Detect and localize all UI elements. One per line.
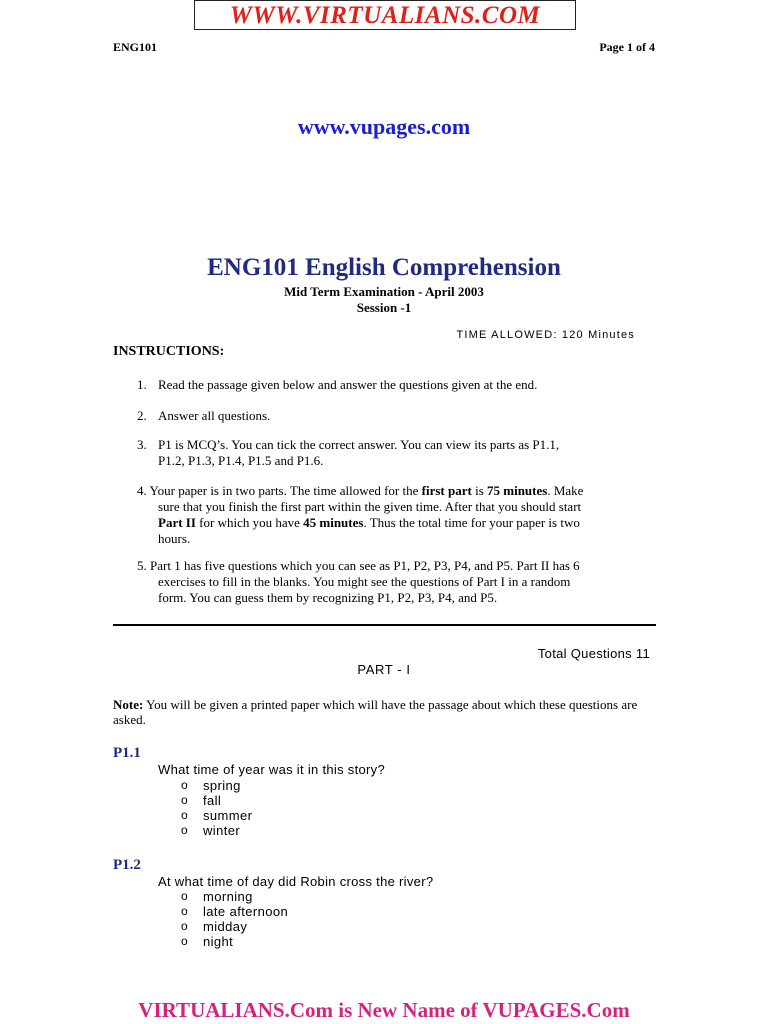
bullet-icon: o — [181, 793, 189, 807]
question-id: P1.2 — [113, 857, 141, 873]
part-two-emphasis: Part II — [158, 515, 196, 530]
part-heading: PART - I — [357, 662, 411, 677]
bullet-icon: o — [181, 778, 189, 792]
site-url-link[interactable]: www.vupages.com — [297, 114, 471, 139]
bullet-icon: o — [181, 904, 189, 918]
instruction-number: 3. — [137, 437, 147, 452]
question-text: At what time of day did Robin cross the river? — [158, 874, 434, 889]
instruction-text: exercises to fill in the blanks. You might see the questions of Part I in a random — [158, 574, 571, 589]
instruction-text: . Make — [547, 483, 584, 498]
instruction-text: Read the passage given below and answer the questions given at the end. — [158, 377, 538, 392]
instruction-number: 1. — [137, 377, 147, 392]
bullet-icon: o — [181, 808, 189, 822]
instruction-text: is — [471, 483, 488, 498]
first-part-emphasis: first part — [421, 483, 472, 498]
instruction-text: Your paper is in two parts. The time allowed for the — [149, 483, 422, 498]
section-divider — [113, 624, 656, 626]
exam-session: Session -1 — [356, 300, 412, 315]
total-questions: Total Questions 11 — [537, 646, 650, 661]
instruction-item — [137, 483, 667, 547]
question-text: What time of year was it in this story? — [158, 762, 385, 777]
option-label: late afternoon — [203, 904, 289, 919]
option-label: midday — [203, 919, 248, 934]
option-label: winter — [203, 823, 241, 838]
instruction-number: 2. — [137, 408, 147, 423]
bullet-icon: o — [181, 919, 189, 933]
exam-subtitle: Mid Term Examination - April 2003 — [284, 284, 484, 299]
option-label: spring — [203, 778, 241, 793]
option-label: summer — [203, 808, 253, 823]
instruction-text: form. You can guess them by recognizing P1, P2, P3, P4, and P5. — [158, 590, 498, 605]
option-label: night — [203, 934, 234, 949]
instruction-item — [137, 558, 667, 606]
note-label: Note: — [113, 697, 144, 712]
instruction-text: for which you have — [195, 515, 304, 530]
header-course-code: ENG101 — [113, 40, 158, 54]
header-page-number: Page 1 of 4 — [599, 40, 655, 54]
instruction-text: Answer all questions. — [158, 408, 271, 423]
question-id: P1.1 — [113, 745, 141, 761]
note-text: You will be given a printed paper which will have the passage about which these questions are asked. — [113, 697, 638, 727]
option-label: fall — [203, 793, 222, 808]
instruction-text: Part 1 has five questions which you can see as P1, P2, P3, P4, and P5. Part II has 6 — [150, 558, 580, 573]
instructions-heading: INSTRUCTIONS: — [113, 344, 225, 359]
bullet-icon: o — [181, 889, 189, 903]
instruction-text: P1 is MCQ’s. You can tick the correct answer. You can view its parts as P1.1, — [158, 437, 560, 452]
document-title: ENG101 English Comprehension — [207, 254, 561, 281]
first-part-duration: 75 minutes — [487, 483, 548, 498]
option-label: morning — [203, 889, 253, 904]
instruction-text: . Thus the total time for your paper is two — [363, 515, 580, 530]
note-paragraph — [113, 697, 658, 727]
instruction-item — [137, 437, 657, 469]
instruction-number: 4. — [137, 483, 147, 498]
instruction-text: sure that you finish the first part within the given time. After that you should start — [158, 499, 582, 514]
bullet-icon: o — [181, 934, 189, 948]
footer-banner: VIRTUALIANS.Com is New Name of VUPAGES.Com — [138, 998, 630, 1022]
part-two-duration: 45 minutes — [303, 515, 364, 530]
site-banner[interactable]: WWW.VIRTUALIANS.COM — [194, 0, 576, 30]
instruction-text: P1.2, P1.3, P1.4, P1.5 and P1.6. — [158, 453, 324, 468]
time-allowed: TIME ALLOWED: 120 Minutes — [456, 329, 635, 341]
instruction-number: 5. — [137, 558, 147, 573]
bullet-icon: o — [181, 823, 189, 837]
instruction-text: hours. — [158, 531, 191, 546]
